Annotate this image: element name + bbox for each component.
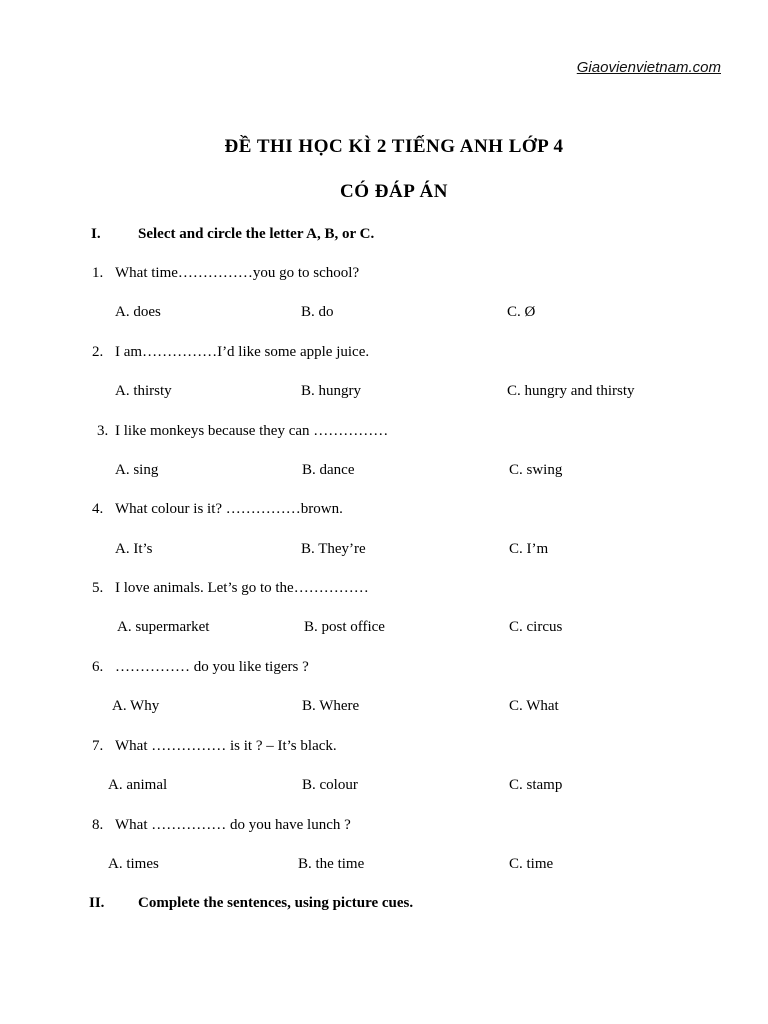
section-2-number: II. [89, 895, 105, 911]
question-3-text: I like monkeys because they can …………… [115, 423, 389, 439]
question-7-number: 7. [92, 738, 104, 754]
question-3-number: 3. [97, 423, 109, 439]
page-subtitle: CÓ ĐÁP ÁN [340, 181, 448, 202]
question-5-option-a[interactable]: A. supermarket [117, 619, 210, 635]
question-1-option-a[interactable]: A. does [115, 304, 161, 320]
question-2-option-c[interactable]: C. hungry and thirsty [507, 383, 635, 399]
question-8-number: 8. [92, 817, 104, 833]
watermark-link[interactable]: Giaovienvietnam.com [576, 59, 721, 76]
question-1-text: What time……………you go to school? [115, 265, 360, 281]
question-4-option-a[interactable]: A. It’s [115, 541, 153, 557]
question-1-option-c[interactable]: C. Ø [507, 304, 536, 320]
question-3-option-c[interactable]: C. swing [509, 462, 563, 478]
question-8-option-a[interactable]: A. times [108, 856, 159, 872]
question-8-text: What …………… do you have lunch ? [115, 817, 351, 833]
section-1-number: I. [91, 226, 101, 242]
question-3-option-b[interactable]: B. dance [302, 462, 355, 478]
question-5-option-c[interactable]: C. circus [509, 619, 563, 635]
section-2-title: Complete the sentences, using picture cues. [138, 895, 414, 911]
question-8-option-c[interactable]: C. time [509, 856, 554, 872]
question-4-number: 4. [92, 501, 104, 517]
question-2-number: 2. [92, 344, 104, 360]
question-7-option-a[interactable]: A. animal [108, 777, 168, 793]
section-1-title: Select and circle the letter A, B, or C. [138, 226, 375, 242]
question-7-option-c[interactable]: C. stamp [509, 777, 563, 793]
question-2-option-a[interactable]: A. thirsty [115, 383, 172, 399]
question-2-option-b[interactable]: B. hungry [301, 383, 361, 399]
question-7-text: What …………… is it ? – It’s black. [115, 738, 337, 754]
question-2-text: I am……………I’d like some apple juice. [115, 344, 370, 360]
question-1-number: 1. [92, 265, 104, 281]
question-4-option-b[interactable]: B. They’re [301, 541, 366, 557]
question-8-option-b[interactable]: B. the time [298, 856, 365, 872]
question-6-text: …………… do you like tigers ? [115, 659, 309, 675]
question-1-option-b[interactable]: B. do [301, 304, 334, 320]
question-6-option-c[interactable]: C. What [509, 698, 559, 714]
question-3-option-a[interactable]: A. sing [115, 462, 159, 478]
question-5-number: 5. [92, 580, 104, 596]
question-6-option-b[interactable]: B. Where [302, 698, 360, 714]
question-5-option-b[interactable]: B. post office [304, 619, 385, 635]
question-4-option-c[interactable]: C. I’m [509, 541, 549, 557]
question-7-option-b[interactable]: B. colour [302, 777, 358, 793]
question-4-text: What colour is it? ……………brown. [115, 501, 343, 517]
question-6-option-a[interactable]: A. Why [112, 698, 160, 714]
page-title: ĐỀ THI HỌC KÌ 2 TIẾNG ANH LỚP 4 [224, 136, 564, 157]
question-5-text: I love animals. Let’s go to the…………… [115, 580, 369, 596]
question-6-number: 6. [92, 659, 104, 675]
